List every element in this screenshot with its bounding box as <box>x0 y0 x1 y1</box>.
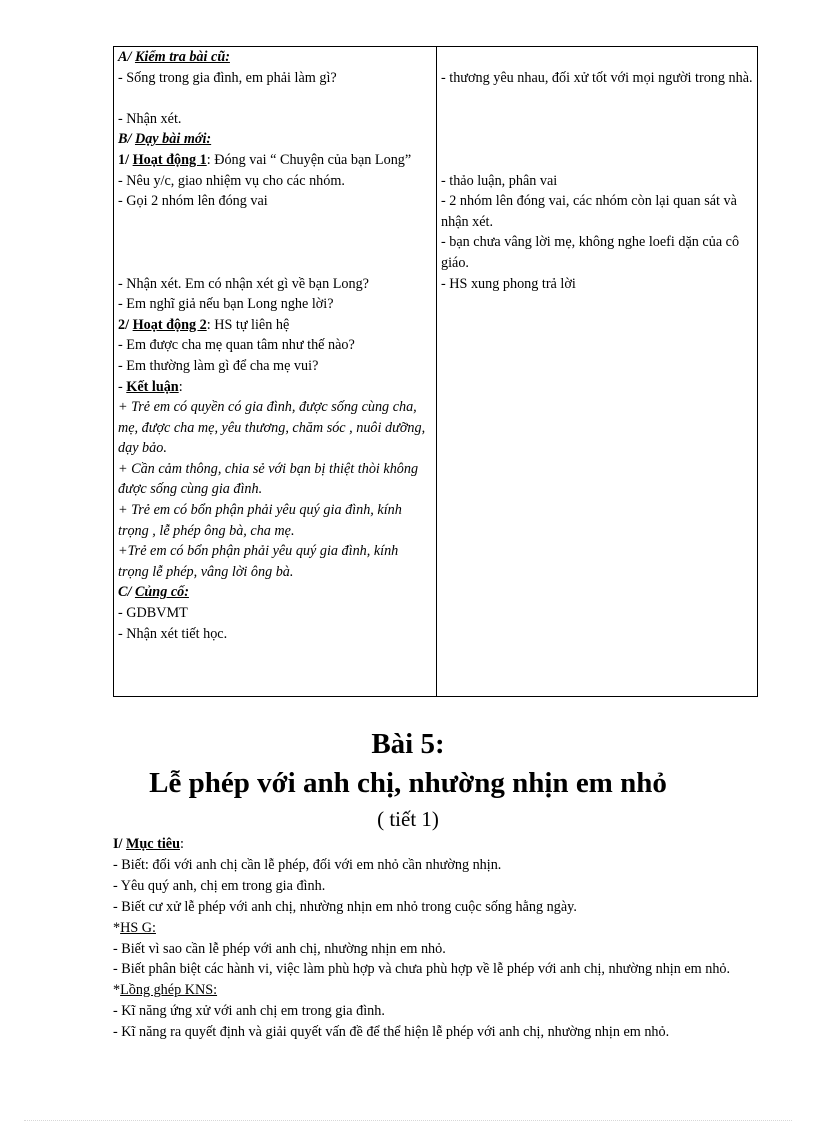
consolidation-line: - GDBVMT <box>118 605 188 622</box>
student-response: - 2 nhóm lên đóng vai, các nhóm còn lại quan sát và nhận xét. <box>441 193 737 230</box>
section-b-heading: B/ Dạy bài mới: <box>118 131 212 148</box>
activity-2-heading: 2/ Hoạt động 2: HS tự liên hệ <box>118 316 290 333</box>
lesson-number-title: Bài 5: <box>371 728 445 760</box>
student-response: - bạn chưa vâng lời mẹ, không nghe loefi dặn của cô giáo. <box>441 234 740 271</box>
activity-1-line: - Em nghĩ giả nếu bạn Long nghe lời? <box>118 296 334 313</box>
lesson-title: Lễ phép với anh chị, nhường nhịn em nhỏ <box>149 767 667 799</box>
hsg-heading: *HS G: <box>113 919 156 936</box>
consolidation-line: - Nhận xét tiết học. <box>118 625 228 642</box>
section-a-heading: A/ Kiểm tra bài cũ: <box>118 49 230 65</box>
kns-item: - Kĩ năng ra quyết định và giải quyết vấn đề để thể hiện lễ phép với anh chị, nhường nhịn em nhỏ. <box>113 1024 670 1041</box>
student-response: - thảo luận, phân vai <box>441 172 558 189</box>
teacher-activities-cell <box>114 47 437 697</box>
student-response: - HS xung phong trả lời <box>441 275 576 292</box>
activity-1-line: - Nêu y/c, giao nhiệm vụ cho các nhóm. <box>118 172 345 189</box>
conclusion-point: + Trẻ em có bổn phận phải yêu quý gia đình, kính trọng , lễ phép ông bà, cha mẹ. <box>118 502 402 539</box>
activity-2-line: - Em được cha mẹ quan tâm như thế nào? <box>118 337 355 354</box>
section-c-heading: C/ Củng cố: <box>118 584 189 601</box>
objectives-heading: I/ Mục tiêu: <box>113 836 184 852</box>
objective-item: - Yêu quý anh, chị em trong gia đình. <box>113 877 326 894</box>
lesson-plan-table <box>113 46 758 697</box>
objective-item: - Biết: đối với anh chị cần lễ phép, đối với em nhỏ cần nhường nhịn. <box>113 856 502 873</box>
table-row <box>114 47 758 697</box>
student-response: - thương yêu nhau, đối xử tốt với mọi người trong nhà. <box>441 69 753 86</box>
activity-2-line: - Em thường làm gì để cha mẹ vui? <box>118 357 319 374</box>
review-question: - Sống trong gia đình, em phải làm gì? <box>118 69 337 86</box>
activity-1-line: - Gọi 2 nhóm lên đóng vai <box>118 193 268 210</box>
spacer <box>441 109 753 130</box>
review-remark: - Nhận xét. <box>118 110 182 127</box>
conclusion-point: + Trẻ em có quyền có gia đình, được sống cùng cha, mẹ, được cha mẹ, yêu thương, chăm sóc , nuôi dưỡng, dạy bảo. <box>118 399 426 457</box>
page-bottom-divider <box>24 1120 792 1121</box>
spacer <box>441 129 753 150</box>
student-activities-cell <box>437 47 758 697</box>
spacer <box>118 88 432 109</box>
kns-heading: *Lồng ghép KNS: <box>113 982 218 999</box>
spacer <box>118 212 432 233</box>
conclusion-point: +Trẻ em có bổn phận phải yêu quý gia đình, kính trọng lễ phép, vâng lời ông bà. <box>118 543 399 580</box>
conclusion-heading: - Kết luận: <box>118 378 183 395</box>
conclusion-point: + Cần cảm thông, chia sẻ với bạn bị thiệt thòi không được sống cùng gia đình. <box>118 460 419 498</box>
kns-item: - Kĩ năng ứng xử với anh chị em trong gia đình. <box>113 1003 385 1020</box>
lesson-period: ( tiết 1) <box>377 807 439 831</box>
activity-1-heading: 1/ Hoạt động 1: Đóng vai “ Chuyện của bạn Long” <box>118 151 412 168</box>
activity-1-line: - Nhận xét. Em có nhận xét gì về bạn Long? <box>118 275 369 292</box>
hsg-item: - Biết phân biệt các hành vi, việc làm phù hợp và chưa phù hợp về lễ phép với anh chị, nhường nhịn em nhỏ. <box>113 961 731 978</box>
spacer <box>441 150 753 171</box>
spacer <box>441 88 753 109</box>
spacer <box>118 232 432 253</box>
objective-item: - Biết cư xử lễ phép với anh chị, nhường nhịn em nhỏ trong cuộc sống hằng ngày. <box>113 898 577 915</box>
spacer <box>118 253 432 274</box>
spacer <box>441 47 753 68</box>
hsg-item: - Biết vì sao cần lễ phép với anh chị, nhường nhịn em nhỏ. <box>113 940 446 957</box>
objectives-section <box>113 834 763 1043</box>
